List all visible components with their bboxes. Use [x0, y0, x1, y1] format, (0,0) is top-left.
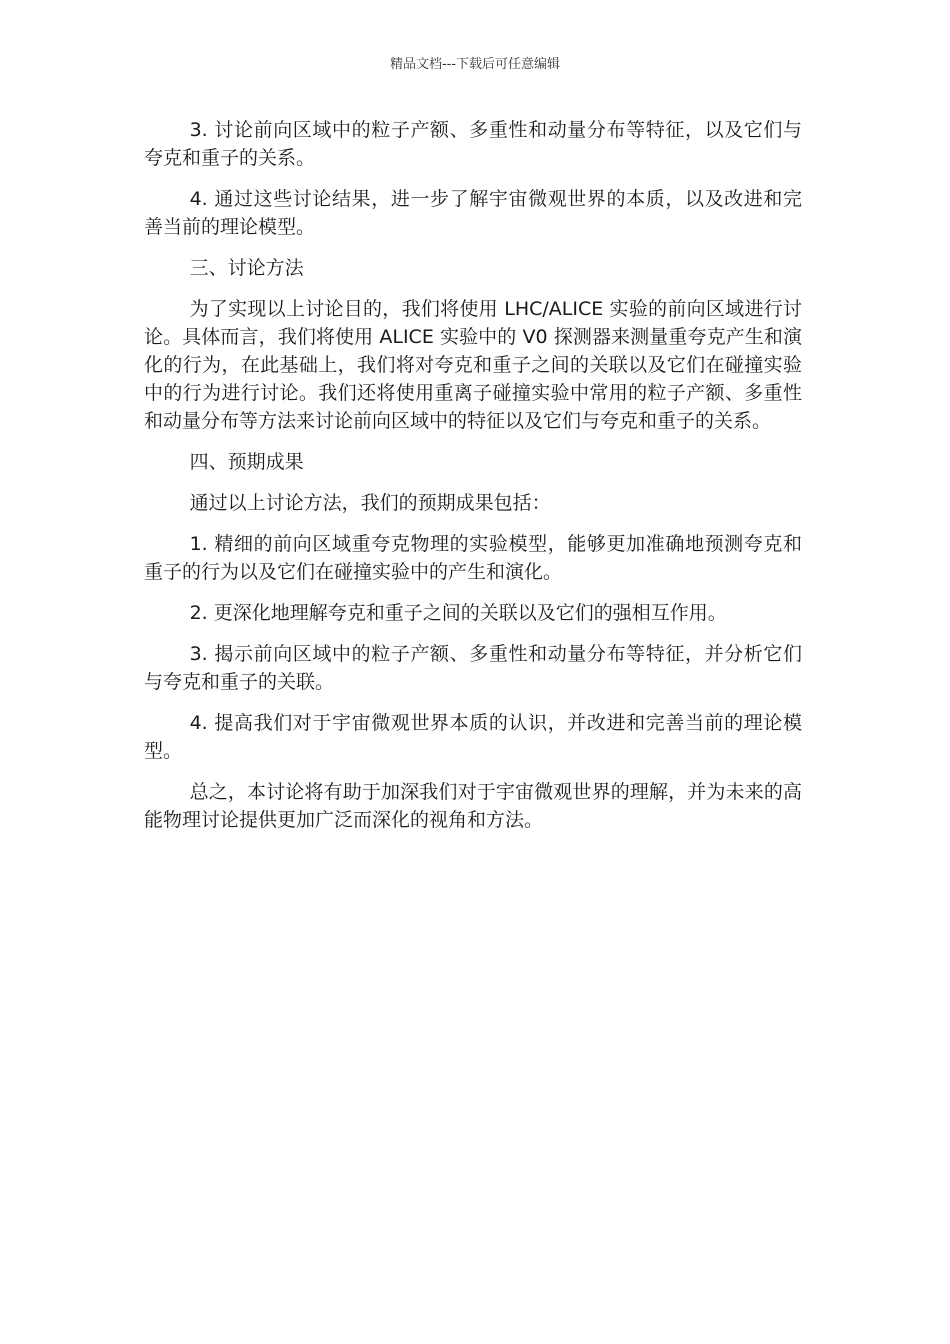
- paragraph-result-1: 1. 精细的前向区域重夸克物理的实验模型，能够更加准确地预测夸克和重子的行为以及它们在碰撞实验中的产生和演化。: [144, 533, 802, 583]
- paragraph-item-4-goal: 4. 通过这些讨论结果，进一步了解宇宙微观世界的本质，以及改进和完善当前的理论模型。: [144, 188, 802, 238]
- paragraph-item-3-goal: 3. 讨论前向区域中的粒子产额、多重性和动量分布等特征，以及它们与夸克和重子的关系。: [144, 119, 802, 169]
- paragraph-results-intro: 通过以上讨论方法，我们的预期成果包括：: [189, 492, 551, 514]
- paragraph-conclusion: 总之，本讨论将有助于加深我们对于宇宙微观世界的理解，并为未来的高能物理讨论提供更加广泛而深化的视角和方法。: [144, 781, 802, 831]
- page-header: 精品文档---下载后可任意编辑: [389, 57, 561, 72]
- paragraph-result-2: 2. 更深化地理解夸克和重子之间的关联以及它们的强相互作用。: [189, 602, 727, 624]
- paragraph-method-body: 为了实现以上讨论目的，我们将使用 LHC/ALICE 实验的前向区域进行讨论。具体而言，我们将使用 ALICE 实验中的 V0 探测器来测量重夸克产生和演化的行为，在此基础上，我们将对夸克和重子之间的关联以及它们在碰撞实验中的行为进行讨论。我们还将使用重离子碰撞实验中常用的粒子产额、多重性和动量分布等方法来讨论前向区域中的特征以及它们与夸克和重子的关系。: [144, 298, 802, 432]
- paragraph-result-4: 4. 提高我们对于宇宙微观世界本质的认识，并改进和完善当前的理论模型。: [144, 712, 802, 762]
- section-heading-method: 三、讨论方法: [189, 257, 304, 279]
- section-heading-results: 四、预期成果: [189, 451, 304, 473]
- paragraph-result-3: 3. 揭示前向区域中的粒子产额、多重性和动量分布等特征，并分析它们与夸克和重子的关联。: [144, 643, 802, 693]
- document-body: [144, 116, 802, 847]
